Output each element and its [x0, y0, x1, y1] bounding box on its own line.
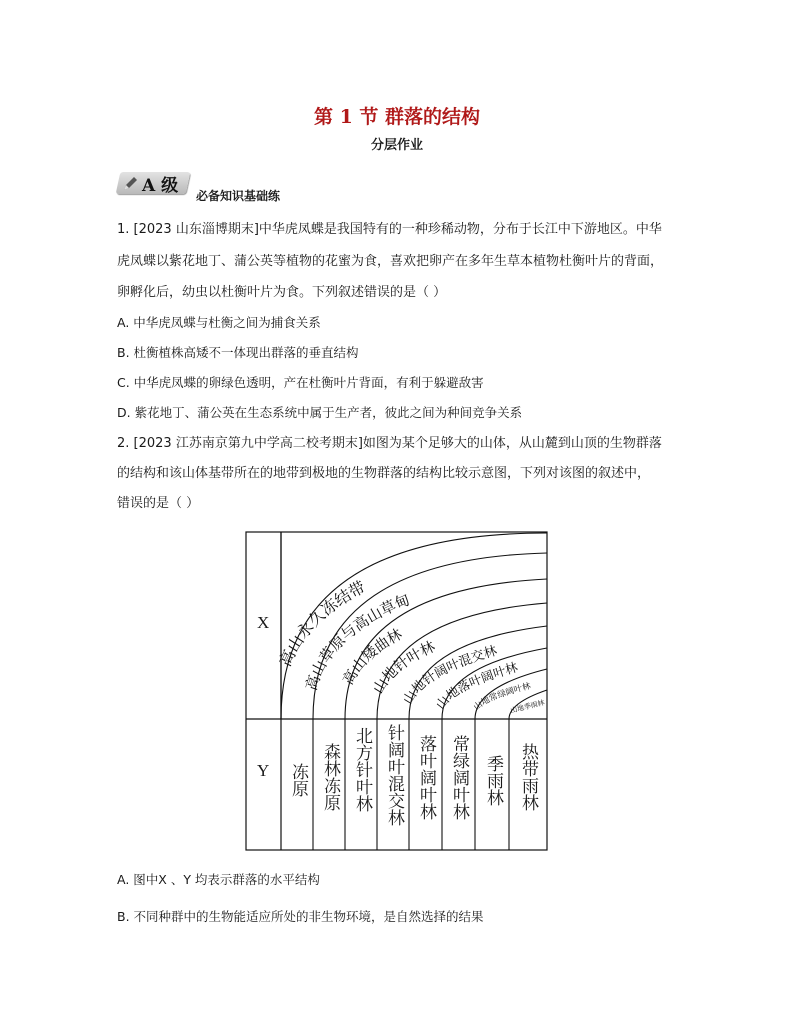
y-axis-label: Y	[257, 761, 270, 780]
q1-option-a: A. 中华虎凤蝶与杜衡之间为捕食关系	[117, 315, 321, 330]
column-label-8: 热带雨林	[518, 743, 538, 811]
column-label-4: 针阔叶混交林	[384, 724, 404, 826]
arc-label-1: 高山永久冻结带	[275, 577, 369, 670]
arc-label-2: 高山草原与高山草甸	[302, 590, 413, 693]
arc-label-4: 山地针叶林	[370, 639, 438, 697]
q1-option-b: B. 杜衡植株高矮不一体现出群落的垂直结构	[117, 345, 359, 360]
arc-label-6: 山地落叶阔叶林	[432, 659, 520, 712]
column-label-5: 落叶阔叶林	[416, 735, 436, 820]
column-label-3: 北方针叶林	[352, 727, 372, 812]
level-label: A 级	[142, 176, 179, 196]
q1-line-2: 虎凤蝶以紫花地丁、蒲公英等植物的花蜜为食，喜欢把卵产在多年生草本植物杜衡叶片的背面，	[117, 254, 664, 269]
x-axis-label: X	[257, 613, 270, 632]
q2-option-b: B. 不同种群中的生物能适应所处的非生物环境，是自然选择的结果	[117, 909, 484, 924]
q2-option-a: A. 图中X 、Y 均表示群落的水平结构	[117, 872, 320, 887]
column-label-2: 森林冻原	[320, 743, 340, 811]
level-description: 必备知识基础练	[196, 189, 281, 203]
level-badge	[118, 168, 190, 196]
q2-line-2: 的结构和该山体基带所在的地带到极地的生物群落的结构比较示意图，下列对该图的叙述中，	[117, 466, 651, 481]
arc-label-7: 山地常绿阔叶林	[471, 681, 532, 713]
q2-line-1: 2. [2023 江苏南京第九中学高二校考期末]如图为某个足够大的山体，从山麓到山顶的生物群落	[117, 436, 662, 451]
q1-line-3: 卵孵化后，幼虫以杜衡叶片为食。下列叙述错误的是（ ）	[117, 285, 447, 300]
arc-label-3: 高山矮曲林	[340, 626, 406, 688]
q1-line-1: 1. [2023 山东淄博期末]中华虎凤蝶是我国特有的一种珍稀动物，分布于长江中下游地区。中华	[117, 222, 662, 237]
arc-label-8: 山地季雨林	[509, 698, 546, 715]
page-title: 第 1 节 群落的结构	[313, 106, 481, 128]
q1-option-d: D. 紫花地丁、蒲公英在生态系统中属于生产者，彼此之间为种间竞争关系	[117, 405, 523, 420]
q2-line-3: 错误的是（ ）	[117, 496, 200, 511]
column-label-1: 冻原	[288, 763, 308, 797]
column-label-6: 常绿阔叶林	[449, 735, 469, 820]
latitude-column-dividers	[313, 719, 509, 850]
pencil-icon	[122, 175, 140, 193]
page-subtitle: 分层作业	[370, 138, 423, 153]
q1-option-c: C. 中华虎凤蝶的卵绿色透明，产在杜衡叶片背面，有利于躲避敌害	[117, 375, 484, 390]
column-label-7: 季雨林	[483, 755, 503, 806]
arc-label-5: 山地针阔叶混交林	[400, 643, 499, 708]
community-structure-figure	[245, 531, 548, 851]
